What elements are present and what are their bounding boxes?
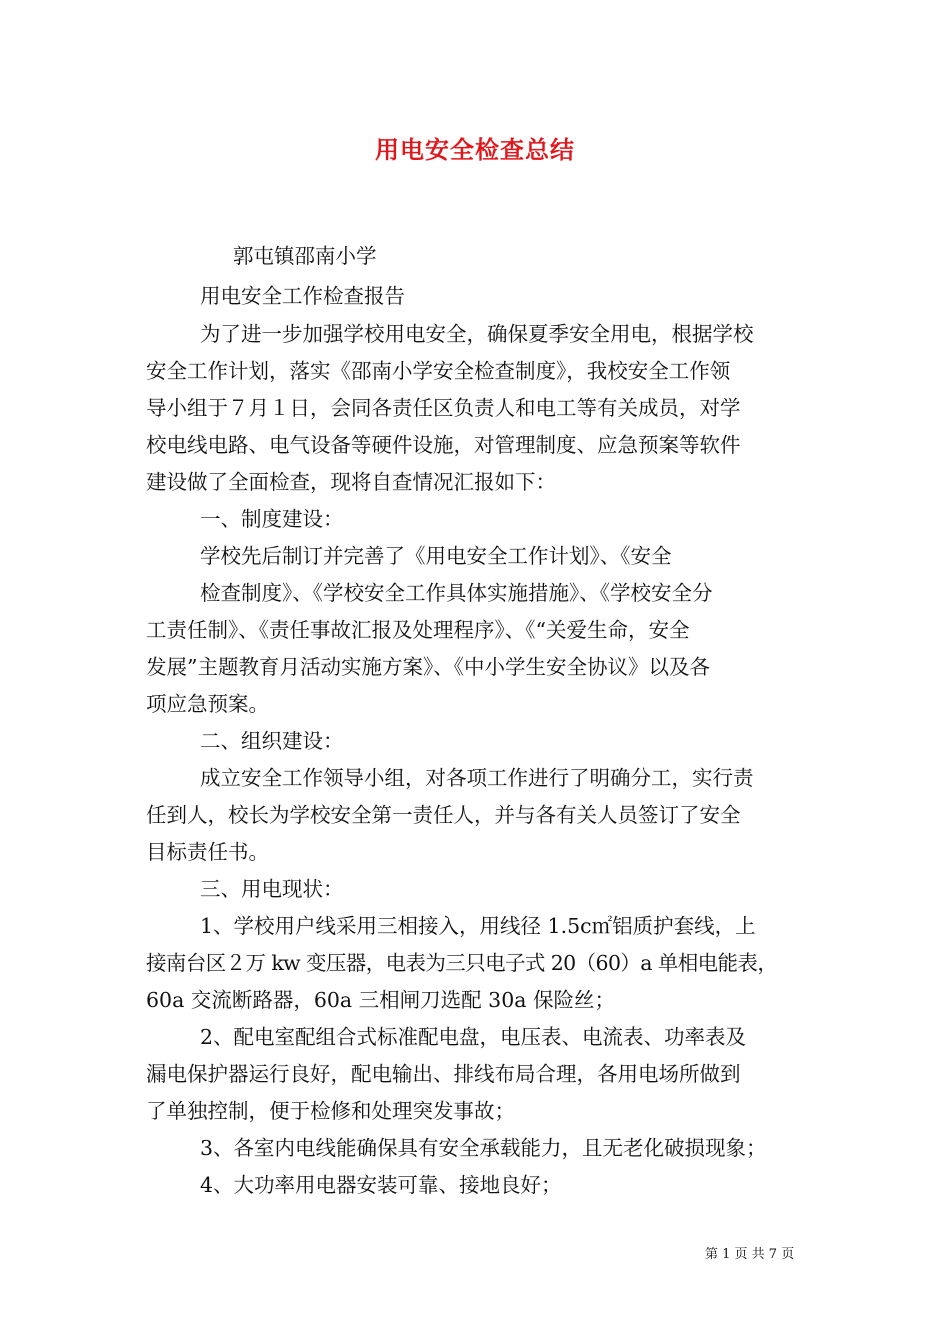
body-line: 60a 交流断路器，60a 三相闸刀选配 30a 保险丝； <box>146 988 615 1012</box>
body-line: 任到人，校长为学校安全第一责任人，并与各有关人员签订了安全 <box>146 803 741 827</box>
body-line: 检查制度》、《学校安全工作具体实施措施》、《学校安全分 <box>200 581 713 605</box>
report-title-line: 用电安全工作检查报告 <box>200 284 405 308</box>
body-line: 发展”主题教育月活动实施方案》、《中小学生安全协议》以及各 <box>146 655 710 679</box>
body-line: 项应急预案。 <box>146 692 269 716</box>
body-line: 安全工作计划，落实《邵南小学安全检查制度》，我校安全工作领 <box>146 359 731 383</box>
body-line: 3、各室内电线能确保具有安全承载能力，且无老化破损现象； <box>200 1136 767 1160</box>
body-line: 成立安全工作领导小组，对各项工作进行了明确分工，实行责 <box>200 766 754 790</box>
section-heading-3: 三、用电现状： <box>200 877 344 901</box>
body-line: 为了进一步加强学校用电安全，确保夏季安全用电，根据学校 <box>200 322 754 346</box>
body-line: 接南台区２万 kw 变压器，电表为三只电子式 20（60）a 单相电能表， <box>146 951 778 975</box>
body-line: 工责任制》、《责任事故汇报及处理程序》、《“关爱生命，安全 <box>146 618 690 642</box>
body-line: 建设做了全面检查，现将自查情况汇报如下： <box>146 470 556 494</box>
page-number: 第 1 页 共 7 页 <box>705 1247 795 1262</box>
body-line: 1、学校用户线采用三相接入，用线径 1.5c㎡铝质护套线，上 <box>200 914 756 938</box>
document-title: 用电安全检查总结 <box>375 135 575 164</box>
body-line: 了单独控制，便于检修和处理突发事故； <box>146 1099 515 1123</box>
body-line: 目标责任书。 <box>146 840 269 864</box>
body-line: 校电线电路、电气设备等硬件设施，对管理制度、应急预案等软件 <box>146 433 741 457</box>
body-line: 漏电保护器运行良好，配电输出、排线布局合理，各用电场所做到 <box>146 1062 741 1086</box>
school-name-line: 郭屯镇邵南小学 <box>233 244 377 268</box>
body-line: 4、大功率用电器安装可靠、接地良好； <box>200 1173 562 1197</box>
body-line: 学校先后制订并完善了《用电安全工作计划》、《安全 <box>200 544 672 568</box>
section-heading-1: 一、制度建设： <box>200 507 344 531</box>
section-heading-2: 二、组织建设： <box>200 729 344 753</box>
body-line: 2、配电室配组合式标准配电盘，电压表、电流表、功率表及 <box>200 1025 747 1049</box>
body-line: 导小组于７月１日，会同各责任区负责人和电工等有关成员，对学 <box>146 396 741 420</box>
